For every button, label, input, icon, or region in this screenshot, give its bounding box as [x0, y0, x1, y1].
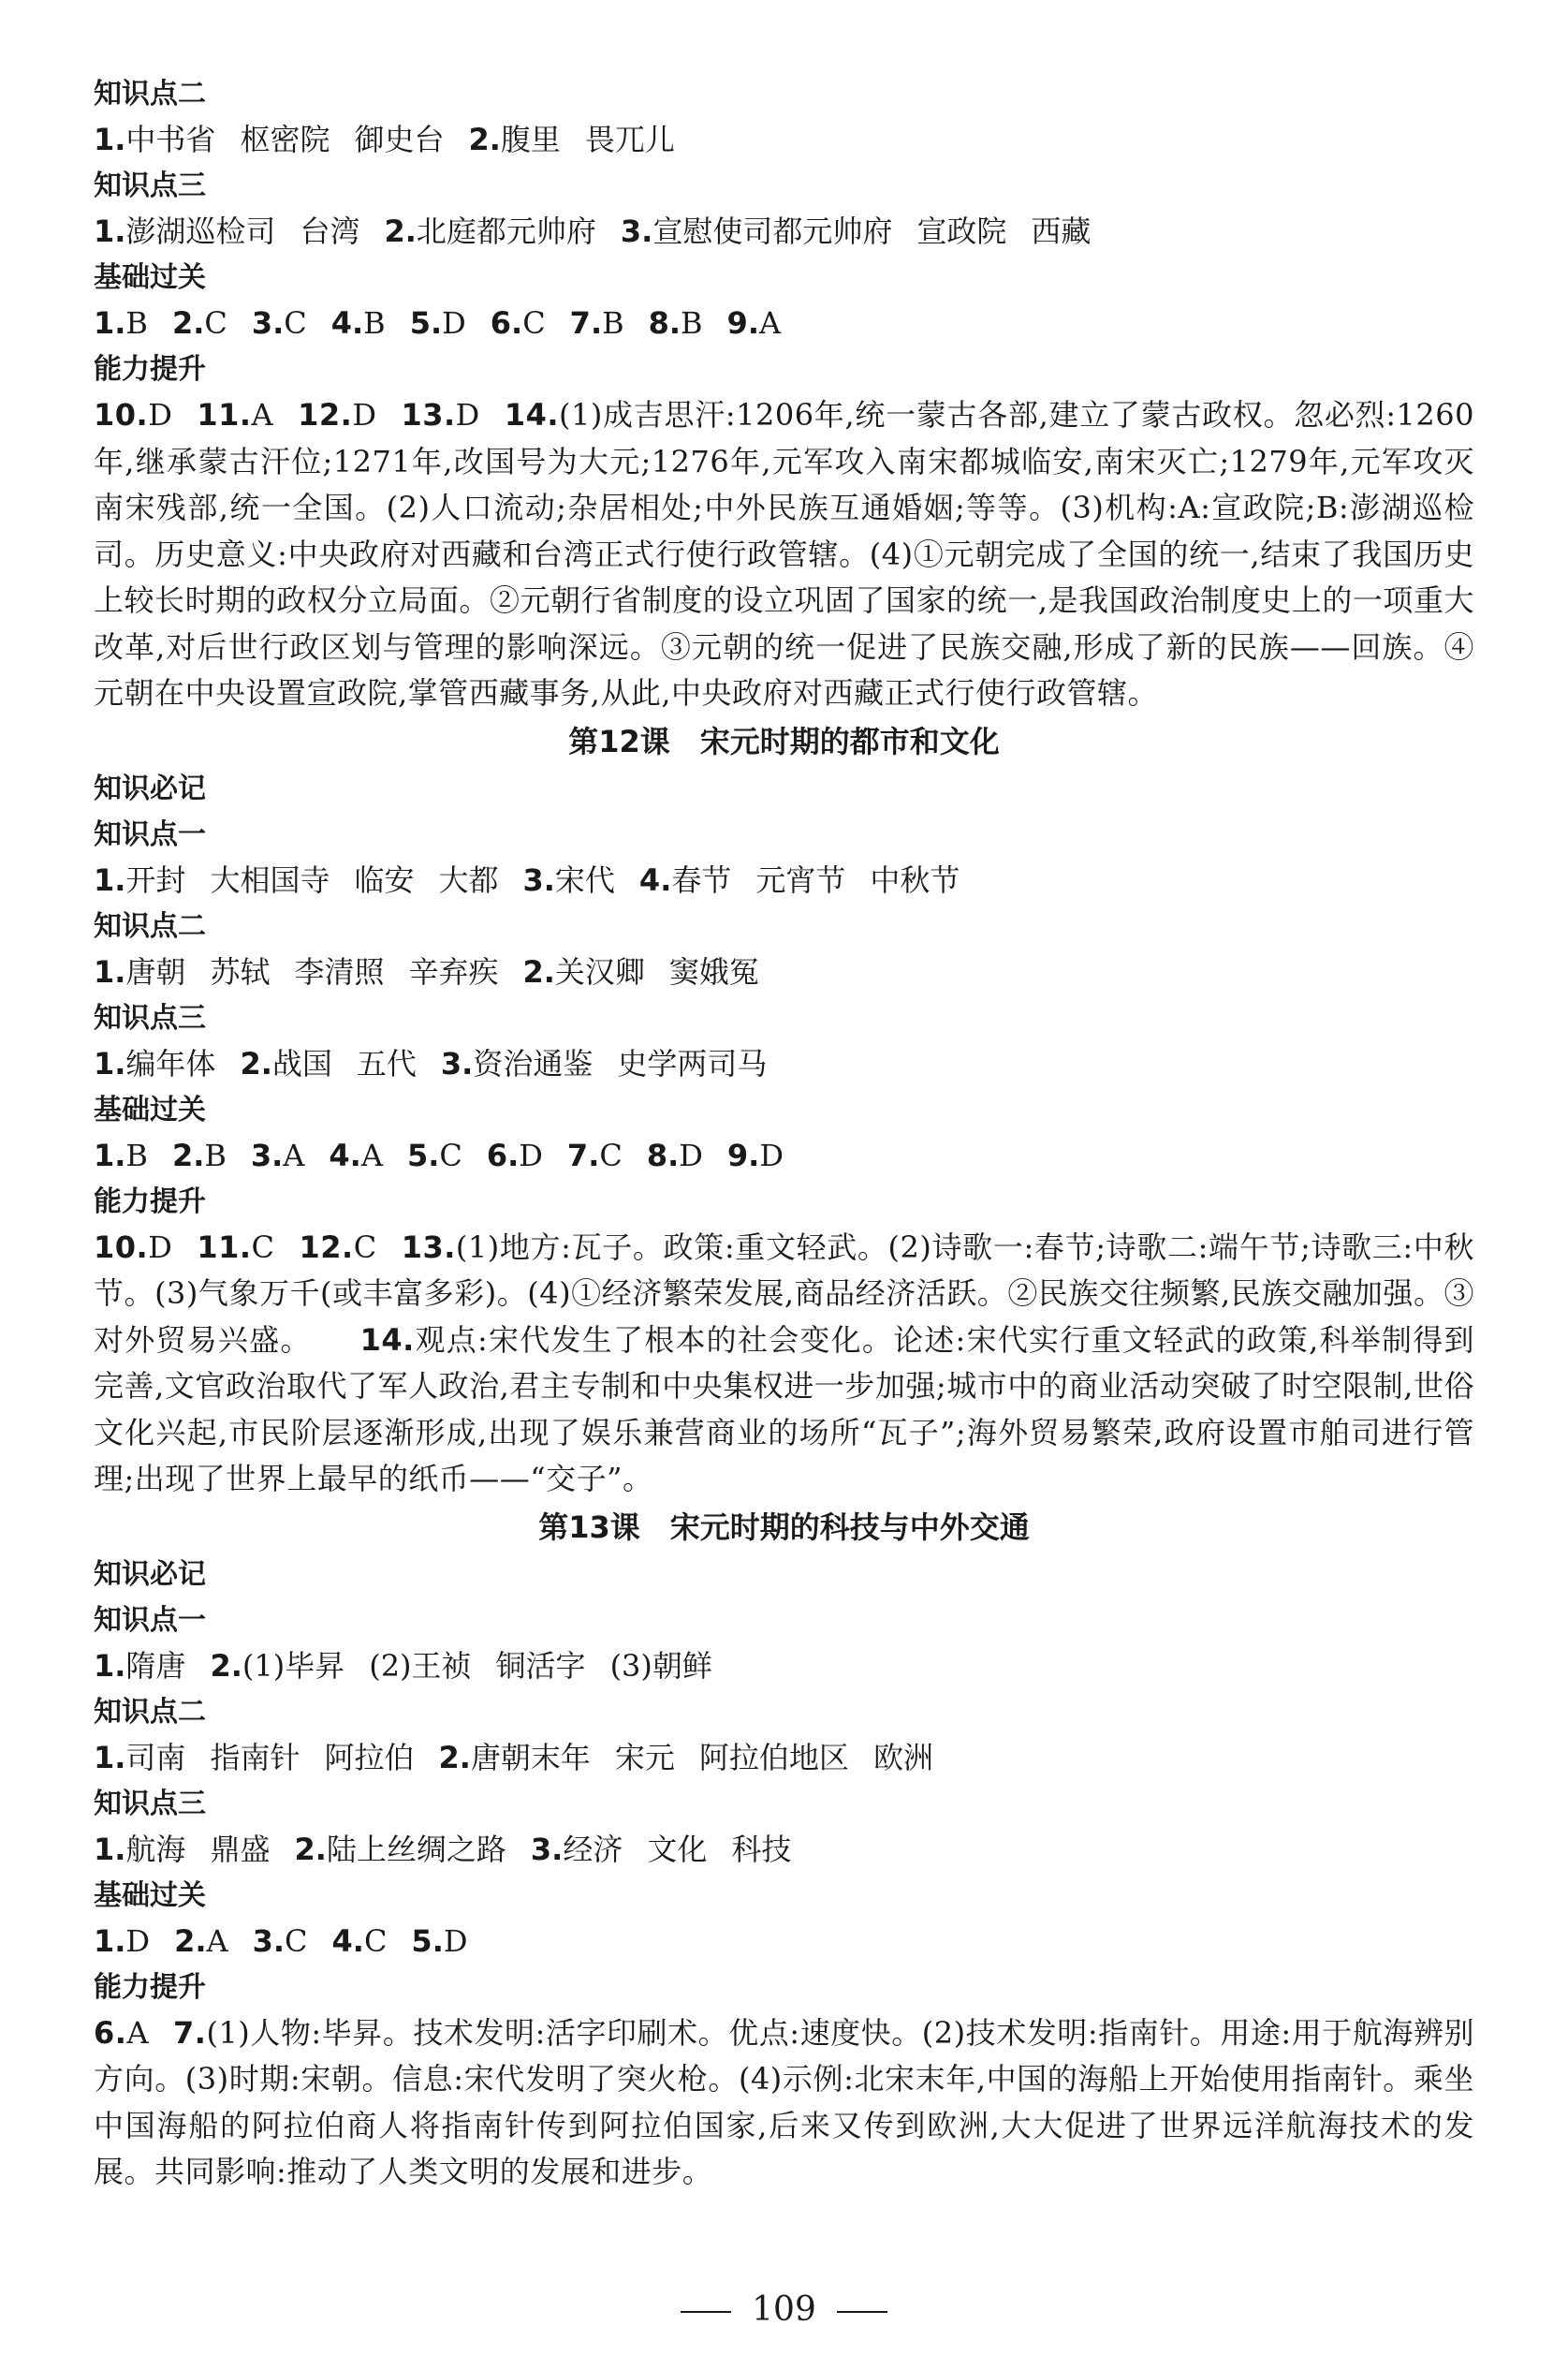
lesson-title: 第12课 宋元时期的都市和文化 [568, 723, 1000, 759]
section-heading: 知识必记 [94, 1557, 206, 1591]
section-heading: 知识点一 [94, 817, 206, 851]
section-heading: 知识点二 [94, 78, 206, 110]
answer-line: 1.中书省 枢密院 御史台 2.腹里 畏兀儿 [94, 122, 675, 157]
section-heading: 能力提升 [94, 1970, 206, 2004]
answer-line: 1.开封 大相国寺 临安 大都 3.宋代 4.春节 元宵节 中秋节 [94, 861, 960, 898]
section-heading: 知识点三 [94, 169, 206, 202]
answer-page [94, 71, 1474, 2196]
answer-line: 1.唐朝 苏轼 李清照 辛弃疾 2.关汉卿 窦娥冤 [94, 953, 759, 990]
section-heading: 能力提升 [94, 353, 206, 386]
answer-line: 1.澎湖巡检司 台湾 2.北庭都元帅府 3.宣慰使司都元帅府 宣政院 西藏 [94, 213, 1092, 249]
section-heading: 知识点三 [94, 1787, 206, 1820]
answer-paragraph: 10.D 11.C 12.C 13.(1)地方:瓦子。政策:重文轻武。(2)诗歌一:春节;诗歌二:端午节;诗歌三:中秋节。(3)气象万千(或丰富多彩)。(4)①经济繁荣发展,商品经济活跃。②民族交往频繁,民族交融加强。③对外贸易兴盛。 14.观点:宋代发生了根本的社会变化。论述:宋代实行重文轻武的政策,科举制得到完善,文官政治取代了军人政治,君主专制和中央集权进一步加强;城市中的商业活动突破了时空限制,世俗文化兴起,市民阶层逐渐形成,出现了娱乐兼营商业的场所“瓦子”;海外贸易繁荣,政府设置市舶司进行管理;出现了世界上最早的纸币——“交子”。 [94, 1229, 1474, 1496]
section-heading: 基础过关 [94, 1093, 206, 1126]
answer-line: 1.编年体 2.战国 五代 3.资治通鉴 史学两司马 [94, 1045, 768, 1082]
section-heading: 知识点一 [94, 1603, 206, 1637]
answer-line: 1.航海 鼎盛 2.陆上丝绸之路 3.经济 文化 科技 [94, 1831, 792, 1867]
answer-line: 1.D 2.A 3.C 4.C 5.D [94, 1922, 468, 1959]
page-number: 109 [752, 2290, 816, 2329]
section-heading: 能力提升 [94, 1185, 206, 1218]
answer-line: 1.司南 指南针 阿拉伯 2.唐朝末年 宋元 阿拉伯地区 欧洲 [94, 1739, 933, 1775]
answer-paragraph: 10.D 11.A 12.D 13.D 14.(1)成吉思汗:1206年,统一蒙古各部,建立了蒙古政权。忽必烈:1260年,继承蒙古汗位;1271年,改国号为大元;1276年,元军攻入南宋都城临安,南宋灭亡;1279年,元军攻灭南宋残部,统一全国。(2)人口流动;杂居相处;中外民族互通婚姻;等等。(3)机构:A:宣政院;B:澎湖巡检司。历史意义:中央政府对西藏和台湾正式行使行政管辖。(4)①元朝完成了全国的统一,结束了我国历史上较长时期的政权分立局面。②元朝行省制度的设立巩固了国家的统一,是我国政治制度史上的一项重大改革,对后世行政区划与管理的影响深远。③元朝的统一促进了民族交融,形成了新的民族——回族。④元朝在中央设置宣政院,掌管西藏事务,从此,中央政府对西藏正式行使行政管辖。 [94, 397, 1474, 711]
footer-dash-right [837, 2311, 887, 2313]
answer-line: 1.隋唐 2.(1)毕昇 (2)王祯 铜活字 (3)朝鲜 [94, 1647, 712, 1684]
answer-line: 1.B 2.B 3.A 4.A 5.C 6.D 7.C 8.D 9.D [94, 1137, 784, 1173]
footer-dash-left [681, 2311, 731, 2313]
page-footer [0, 2289, 1568, 2331]
section-heading: 知识点二 [94, 1695, 206, 1729]
answer-line: 1.B 2.C 3.C 4.B 5.D 6.C 7.B 8.B 9.A [94, 305, 782, 341]
section-heading: 基础过关 [94, 261, 206, 294]
answer-paragraph: 6.A 7.(1)人物:毕昇。技术发明:活字印刷术。优点:速度快。(2)技术发明:指南针。用途:用于航海辨别方向。(3)时期:宋朝。信息:宋代发明了突火枪。(4)示例:北宋末年,中国的海船上开始使用指南针。乘坐中国海船的阿拉伯商人将指南针传到阿拉伯国家,后来又传到欧洲,大大促进了世界远洋航海技术的发展。共同影响:推动了人类文明的发展和进步。 [94, 2014, 1474, 2189]
section-heading: 基础过关 [94, 1878, 206, 1912]
section-heading: 知识点二 [94, 909, 206, 943]
section-heading: 知识必记 [94, 772, 206, 805]
section-heading: 知识点三 [94, 1001, 206, 1035]
lesson-title: 第13课 宋元时期的科技与中外交通 [538, 1509, 1030, 1545]
